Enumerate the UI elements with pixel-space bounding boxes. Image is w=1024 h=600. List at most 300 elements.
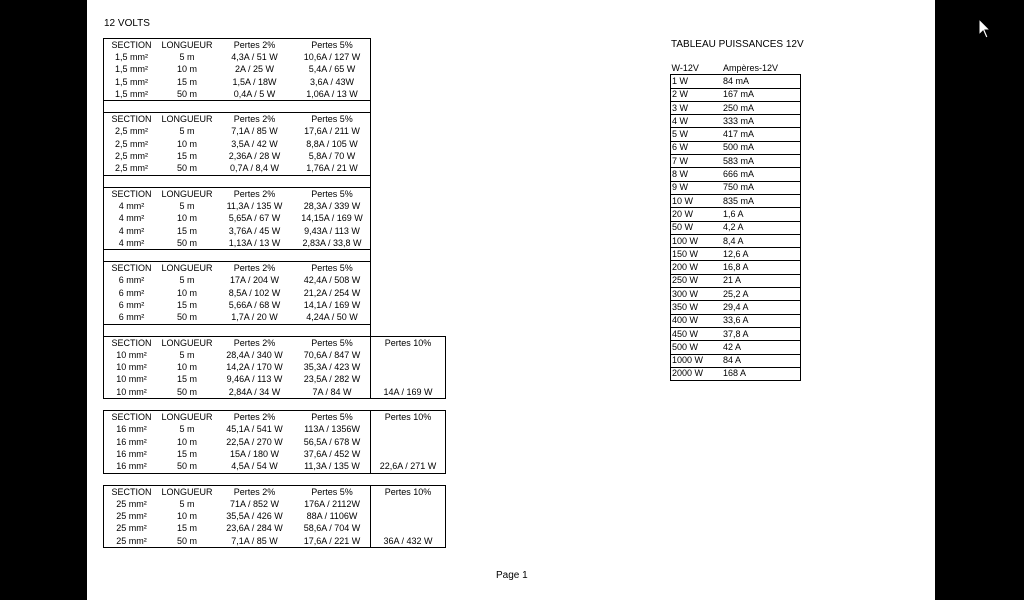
watts-cell: 300 W [671, 288, 723, 301]
table-row [104, 349, 446, 361]
pointer-arrow-icon [978, 18, 992, 40]
section-cell: 10 mm² [104, 374, 160, 386]
section-cell: 16 mm² [104, 448, 160, 460]
loss-2-cell: 3,76A / 45 W [228, 225, 281, 236]
table-row [104, 163, 446, 176]
loss-10-cell [371, 448, 446, 460]
length-cell: 5 m [179, 51, 195, 62]
spacer-row [104, 324, 446, 336]
loss-10-header: Pertes 10% [371, 411, 446, 424]
empty-cell [371, 126, 446, 138]
amperes-cell: 167 mA [722, 88, 801, 101]
amperes-cell: 4,2 A [722, 221, 801, 234]
loss-2-cell: 4,5A / 54 W [215, 461, 294, 474]
spacer-cell [371, 101, 446, 113]
loss-5-cell: 1,06A / 13 W [294, 88, 371, 101]
loss-5-cell: 14,1A / 169 W [294, 299, 371, 311]
table-row [104, 76, 446, 88]
length-header: LONGUEUR [159, 113, 215, 126]
table-row [104, 374, 446, 386]
section-cell: 1,5 mm² [104, 88, 160, 101]
table-row [104, 200, 446, 212]
watts-cell: 9 W [671, 181, 723, 194]
watts-cell: 200 W [671, 261, 723, 274]
section-cell: 25 mm² [104, 498, 160, 510]
loss-2-cell: 15A / 180 W [229, 448, 280, 459]
table-row [671, 181, 801, 194]
loss-2-header: Pertes 2% [215, 113, 294, 126]
spacer-cell [104, 250, 371, 262]
watts-cell: 450 W [671, 327, 723, 340]
table-row [671, 248, 801, 261]
section-cell: 6 mm² [104, 299, 160, 311]
section-cell: 6 mm² [104, 312, 160, 325]
table-row [671, 208, 801, 221]
page-title: 12 VOLTS [104, 18, 150, 29]
table-row [104, 362, 446, 374]
amperes-cell: 21 A [722, 274, 801, 287]
loss-5-cell: 17,6A / 211 W [294, 126, 371, 138]
amperes-cell: 750 mA [722, 181, 801, 194]
loss-5-header: Pertes 5% [294, 262, 371, 275]
group-header-row [104, 336, 446, 349]
length-cell: 15 m [176, 448, 197, 459]
loss-2-cell: 7,1A / 85 W [215, 535, 294, 548]
table-row [104, 51, 446, 63]
loss-2-cell: 11,3A / 135 W [226, 200, 283, 211]
loss-10-cell [371, 436, 446, 448]
table-row [671, 194, 801, 207]
spacer-cell [371, 324, 446, 336]
loss-2-cell: 1,7A / 20 W [215, 312, 294, 325]
group-header-row [104, 262, 446, 275]
amperes-cell: 168 A [722, 367, 801, 380]
table-row [671, 115, 801, 128]
table-row [671, 75, 801, 88]
loss-2-cell: 22,5A / 270 W [226, 436, 283, 447]
table-row [671, 274, 801, 287]
section-cell: 4 mm² [104, 237, 160, 250]
amperes-cell: 250 mA [722, 101, 801, 114]
table-row [104, 436, 446, 448]
loss-5-cell: 70,6A / 847 W [303, 349, 361, 360]
loss-5-cell: 58,6A / 704 W [303, 523, 361, 534]
empty-cell [371, 237, 446, 250]
watts-cell: 8 W [671, 168, 723, 181]
section-cell: 4 mm² [104, 213, 160, 225]
loss-5-header: Pertes 5% [294, 187, 371, 200]
length-cell: 5 m [179, 126, 195, 137]
watts-cell: 20 W [671, 208, 723, 221]
loss-2-cell: 9,46A / 113 W [226, 374, 283, 385]
power-table [670, 62, 801, 381]
section-cell: 1,5 mm² [104, 51, 160, 63]
empty-cell [371, 187, 446, 200]
loss-2-cell: 23,6A / 284 W [226, 523, 283, 534]
length-header: LONGUEUR [159, 411, 215, 424]
loss-5-header: Pertes 5% [294, 39, 371, 52]
empty-cell [371, 287, 446, 299]
spacer-cell [104, 473, 371, 485]
loss-2-cell: 35,5A / 426 W [226, 511, 283, 522]
section-header: SECTION [104, 39, 160, 52]
section-cell: 1,5 mm² [104, 76, 160, 88]
section-cell: 10 mm² [104, 362, 160, 374]
loss-2-cell: 5,65A / 67 W [228, 213, 281, 224]
table-row [671, 168, 801, 181]
table-row [671, 261, 801, 274]
table-row [671, 341, 801, 354]
table-row [104, 225, 446, 237]
section-header: SECTION [104, 411, 160, 424]
section-header: SECTION [104, 485, 160, 498]
loss-2-cell: 0,4A / 5 W [215, 88, 294, 101]
empty-cell [371, 163, 446, 176]
length-cell: 15 m [176, 76, 197, 87]
loss-2-header: Pertes 2% [215, 411, 294, 424]
loss-5-cell: 23,5A / 282 W [303, 374, 361, 385]
section-cell: 25 mm² [104, 535, 160, 548]
length-cell: 15 m [176, 225, 197, 236]
section-cell: 1,5 mm² [104, 64, 160, 76]
section-cell: 4 mm² [104, 200, 160, 212]
loss-10-cell [371, 523, 446, 535]
loss-5-cell: 8,8A / 105 W [294, 138, 371, 150]
watts-cell: 1 W [671, 75, 723, 88]
length-cell: 5 m [179, 200, 195, 211]
loss-5-cell: 7A / 84 W [294, 386, 371, 399]
amperes-cell: 333 mA [722, 115, 801, 128]
empty-cell [371, 64, 446, 76]
table-row [671, 88, 801, 101]
loss-5-cell: 5,8A / 70 W [294, 150, 371, 162]
power-table-header-row [671, 62, 801, 75]
length-cell: 5 m [179, 498, 195, 509]
watts-cell: 2 W [671, 88, 723, 101]
loss-10-header: Pertes 10% [371, 336, 446, 349]
length-header: LONGUEUR [159, 39, 215, 52]
table-row [104, 461, 446, 474]
loss-5-cell: 11,3A / 135 W [294, 461, 371, 474]
loss-2-cell: 1,13A / 13 W [215, 237, 294, 250]
section-cell: 16 mm² [104, 436, 160, 448]
spacer-cell [104, 175, 371, 187]
table-row [104, 237, 446, 250]
section-cell: 2,5 mm² [104, 150, 160, 162]
document-page [87, 0, 935, 600]
watts-cell: 500 W [671, 341, 723, 354]
loss-10-cell: 36A / 432 W [371, 535, 446, 548]
amperes-header: Ampères-12V [723, 62, 779, 73]
length-cell: 10 m [176, 138, 197, 149]
loss-2-cell: 14,2A / 170 W [226, 362, 283, 373]
amperes-cell: 8,4 A [722, 234, 801, 247]
amperes-cell: 1,6 A [722, 208, 801, 221]
loss-2-cell: 5,66A / 68 W [228, 299, 281, 310]
table-row [104, 299, 446, 311]
spacer-row [104, 250, 446, 262]
spacer-cell [371, 473, 446, 485]
table-row [104, 213, 446, 225]
empty-cell [371, 225, 446, 237]
empty-cell [371, 51, 446, 63]
loss-2-cell: 71A / 852 W [229, 498, 280, 509]
section-cell: 16 mm² [104, 461, 160, 474]
cable-loss-table [103, 38, 446, 548]
watts-cell: 4 W [671, 115, 723, 128]
length-cell: 15 m [176, 151, 197, 162]
empty-cell [371, 213, 446, 225]
table-row [104, 535, 446, 548]
watts-cell: 2000 W [671, 367, 723, 380]
loss-2-cell: 45,1A / 541 W [226, 424, 283, 435]
amperes-cell: 25,2 A [722, 288, 801, 301]
section-cell: 2,5 mm² [104, 126, 160, 138]
loss-5-cell: 35,3A / 423 W [303, 362, 361, 373]
spacer-cell [104, 101, 371, 113]
spacer-cell [371, 399, 446, 411]
length-header: LONGUEUR [159, 336, 215, 349]
loss-5-cell: 14,15A / 169 W [294, 213, 371, 225]
table-row [104, 275, 446, 287]
table-row [104, 64, 446, 76]
watts-cell: 350 W [671, 301, 723, 314]
table-row [671, 101, 801, 114]
table-row [671, 288, 801, 301]
loss-10-cell [371, 498, 446, 510]
group-header-row [104, 113, 446, 126]
spacer-cell [371, 250, 446, 262]
loss-5-cell: 9,43A / 113 W [294, 225, 371, 237]
amperes-cell: 29,4 A [722, 301, 801, 314]
loss-10-cell [371, 374, 446, 386]
empty-cell [371, 150, 446, 162]
empty-cell [371, 88, 446, 101]
table-row [671, 314, 801, 327]
length-cell: 50 m [159, 461, 215, 474]
section-header: SECTION [104, 113, 160, 126]
table-row [671, 367, 801, 380]
watts-cell: 6 W [671, 141, 723, 154]
amperes-cell: 417 mA [722, 128, 801, 141]
length-cell: 10 m [176, 511, 197, 522]
table-row [104, 150, 446, 162]
spacer-cell [104, 324, 371, 336]
length-cell: 10 m [176, 287, 197, 298]
watts-header: W-12V [671, 62, 699, 73]
amperes-cell: 16,8 A [722, 261, 801, 274]
loss-5-cell: 5,4A / 65 W [294, 64, 371, 76]
amperes-cell: 84 mA [722, 75, 801, 88]
group-header-row [104, 411, 446, 424]
loss-5-header: Pertes 5% [294, 336, 371, 349]
section-cell: 6 mm² [104, 275, 160, 287]
loss-2-header: Pertes 2% [215, 39, 294, 52]
section-cell: 2,5 mm² [104, 138, 160, 150]
watts-cell: 100 W [671, 234, 723, 247]
watts-cell: 3 W [671, 101, 723, 114]
section-header: SECTION [104, 336, 160, 349]
section-header: SECTION [104, 262, 160, 275]
empty-cell [371, 113, 446, 126]
watts-cell: 400 W [671, 314, 723, 327]
amperes-cell: 583 mA [722, 155, 801, 168]
loss-5-header: Pertes 5% [294, 113, 371, 126]
empty-cell [371, 275, 446, 287]
table-row [671, 301, 801, 314]
length-cell: 15 m [176, 374, 197, 385]
loss-2-header: Pertes 2% [215, 336, 294, 349]
loss-2-cell: 17A / 204 W [229, 275, 280, 286]
table-row [104, 287, 446, 299]
table-row [104, 511, 446, 523]
length-header: LONGUEUR [159, 262, 215, 275]
loss-5-cell: 37,6A / 452 W [303, 448, 361, 459]
table-row [104, 424, 446, 436]
table-row [671, 221, 801, 234]
loss-2-cell: 7,1A / 85 W [231, 126, 278, 137]
loss-5-cell: 10,6A / 127 W [294, 51, 371, 63]
section-cell: 10 mm² [104, 386, 160, 399]
empty-cell [371, 200, 446, 212]
loss-5-cell: 113A / 1356W [304, 424, 360, 435]
length-cell: 10 m [176, 362, 197, 373]
watts-cell: 50 W [671, 221, 723, 234]
table-row [104, 312, 446, 325]
spacer-row [104, 101, 446, 113]
length-cell: 50 m [159, 88, 215, 101]
loss-2-cell: 8,5A / 102 W [228, 287, 281, 298]
length-header: LONGUEUR [159, 187, 215, 200]
loss-5-cell: 28,3A / 339 W [294, 200, 371, 212]
group-header-row [104, 187, 446, 200]
amperes-cell: 12,6 A [722, 248, 801, 261]
length-cell: 10 m [176, 213, 197, 224]
length-cell: 50 m [159, 237, 215, 250]
empty-cell [371, 299, 446, 311]
table-row [671, 234, 801, 247]
length-cell: 15 m [176, 523, 197, 534]
table-row [104, 498, 446, 510]
amperes-cell: 37,8 A [722, 327, 801, 340]
table-row [104, 448, 446, 460]
table-row [104, 386, 446, 399]
length-cell: 50 m [159, 312, 215, 325]
loss-2-cell: 2,36A / 28 W [228, 151, 281, 162]
section-cell: 25 mm² [104, 523, 160, 535]
loss-2-header: Pertes 2% [215, 187, 294, 200]
table-row [104, 138, 446, 150]
loss-5-cell: 17,6A / 221 W [294, 535, 371, 548]
loss-2-cell: 3,5A / 42 W [231, 138, 278, 149]
section-cell: 4 mm² [104, 225, 160, 237]
loss-5-cell: 4,24A / 50 W [294, 312, 371, 325]
table-row [104, 126, 446, 138]
page-number: Page 1 [496, 570, 528, 581]
loss-5-cell: 2,83A / 33,8 W [294, 237, 371, 250]
loss-5-cell: 42,4A / 508 W [294, 275, 371, 287]
section-cell: 10 mm² [104, 349, 160, 361]
amperes-cell: 42 A [722, 341, 801, 354]
loss-2-cell: 1,5A / 18W [232, 76, 277, 87]
section-cell: 16 mm² [104, 424, 160, 436]
loss-5-cell: 88A / 1106W [306, 511, 358, 522]
section-cell: 6 mm² [104, 287, 160, 299]
loss-10-cell: 22,6A / 271 W [371, 461, 446, 474]
empty-cell [371, 312, 446, 325]
watts-cell: 5 W [671, 128, 723, 141]
watts-cell: 1000 W [671, 354, 723, 367]
loss-10-header: Pertes 10% [371, 485, 446, 498]
loss-5-header: Pertes 5% [294, 485, 371, 498]
loss-5-cell: 176A / 2112W [304, 498, 360, 509]
loss-5-cell: 56,5A / 678 W [303, 436, 361, 447]
section-cell: 2,5 mm² [104, 163, 160, 176]
watts-cell: 7 W [671, 155, 723, 168]
empty-cell [371, 76, 446, 88]
spacer-cell [371, 175, 446, 187]
loss-2-header: Pertes 2% [215, 262, 294, 275]
length-cell: 5 m [179, 424, 195, 435]
length-cell: 5 m [179, 275, 195, 286]
length-cell: 15 m [176, 299, 197, 310]
length-header: LONGUEUR [159, 485, 215, 498]
loss-2-cell: 4,3A / 51 W [231, 51, 278, 62]
table-row [671, 155, 801, 168]
table-row [671, 354, 801, 367]
length-cell: 50 m [159, 535, 215, 548]
group-header-row [104, 39, 446, 52]
loss-5-cell: 21,2A / 254 W [294, 287, 371, 299]
amperes-cell: 500 mA [722, 141, 801, 154]
table-row [671, 128, 801, 141]
amperes-cell: 666 mA [722, 168, 801, 181]
amperes-cell: 33,6 A [722, 314, 801, 327]
section-header: SECTION [104, 187, 160, 200]
loss-2-header: Pertes 2% [215, 485, 294, 498]
table-row [671, 141, 801, 154]
group-header-row [104, 485, 446, 498]
loss-2-cell: 0,7A / 8,4 W [215, 163, 294, 176]
spacer-cell [104, 399, 371, 411]
section-cell: 25 mm² [104, 511, 160, 523]
length-cell: 50 m [159, 163, 215, 176]
empty-cell [371, 138, 446, 150]
loss-2-cell: 28,4A / 340 W [226, 349, 283, 360]
amperes-cell: 835 mA [722, 194, 801, 207]
power-table-title: TABLEAU PUISSANCES 12V [671, 39, 804, 50]
amperes-cell: 84 A [722, 354, 801, 367]
empty-cell [371, 39, 446, 52]
spacer-row [104, 399, 446, 411]
table-row [104, 523, 446, 535]
loss-10-cell [371, 511, 446, 523]
loss-10-cell [371, 362, 446, 374]
loss-10-cell [371, 349, 446, 361]
watts-cell: 10 W [671, 194, 723, 207]
watts-cell: 250 W [671, 274, 723, 287]
length-cell: 10 m [176, 436, 197, 447]
loss-5-cell: 1,76A / 21 W [294, 163, 371, 176]
spacer-row [104, 473, 446, 485]
loss-2-cell: 2A / 25 W [234, 64, 275, 75]
loss-5-header: Pertes 5% [294, 411, 371, 424]
loss-5-cell: 3,6A / 43W [294, 76, 371, 88]
table-row [671, 327, 801, 340]
spacer-row [104, 175, 446, 187]
loss-10-cell [371, 424, 446, 436]
empty-cell [371, 262, 446, 275]
